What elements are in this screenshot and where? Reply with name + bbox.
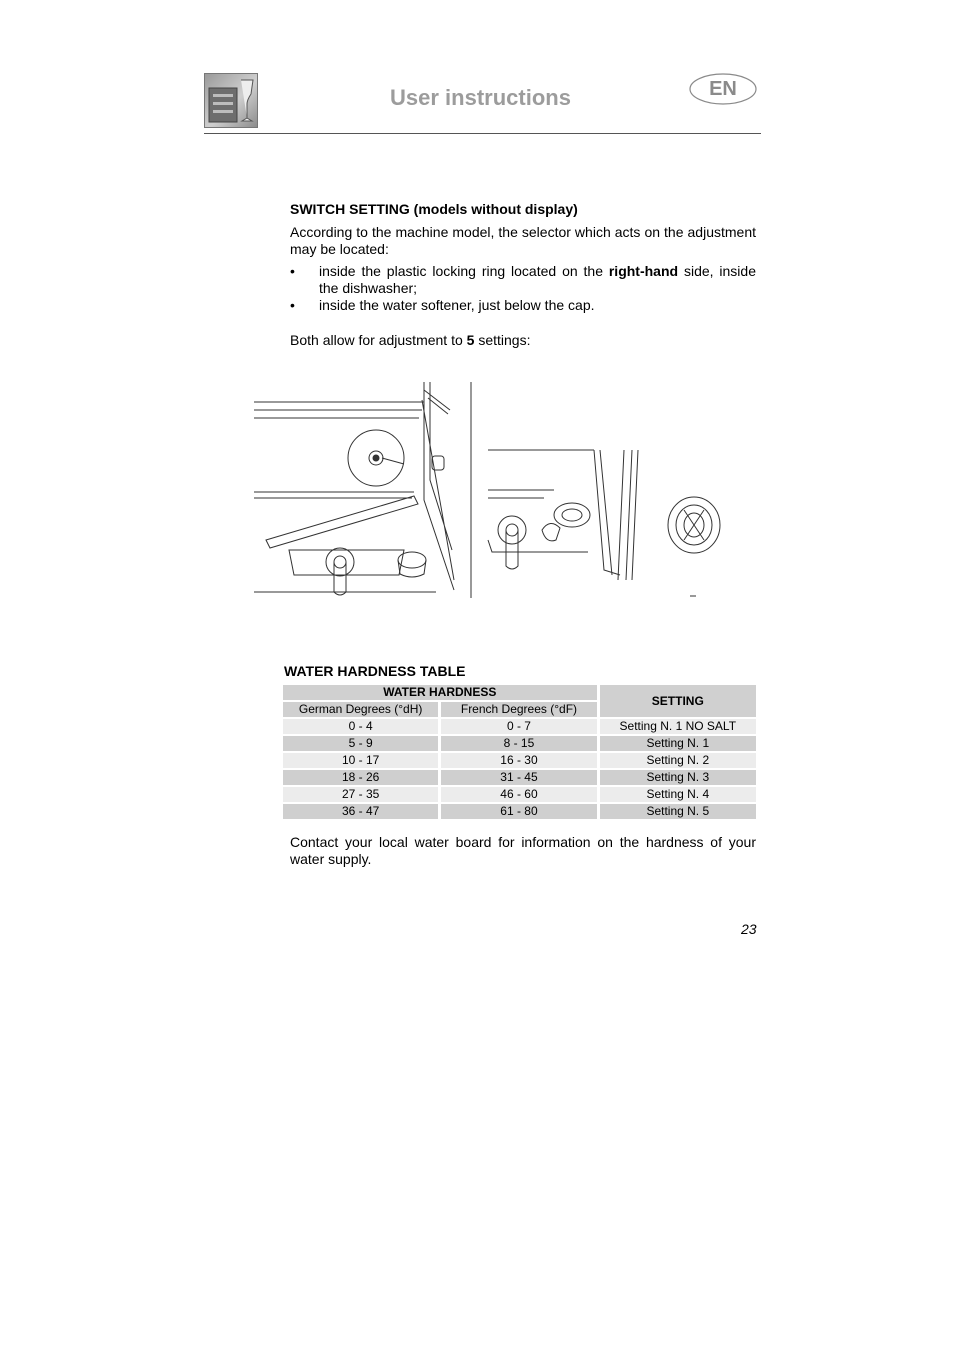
- setting-cell: Setting N. 1 NO SALT: [600, 719, 756, 734]
- german-degrees-header: German Degrees (°dH): [283, 702, 438, 717]
- location-list: [290, 263, 756, 315]
- french-degrees-header: French Degrees (°dF): [441, 702, 596, 717]
- dishwasher-illustration: [254, 380, 724, 600]
- list-item-text: inside the plastic locking ring located on the: [319, 263, 609, 279]
- table-row: [283, 719, 756, 734]
- table-title: WATER HARDNESS TABLE: [284, 663, 466, 679]
- water-hardness-table: [280, 683, 759, 821]
- water-softener-drawing: [488, 450, 638, 580]
- setting-cell: Setting N. 5: [600, 804, 756, 819]
- paragraph-text: Both allow for adjustment to: [290, 332, 467, 348]
- german-cell: 18 - 26: [283, 770, 438, 785]
- german-cell: 5 - 9: [283, 736, 438, 751]
- french-cell: 8 - 15: [441, 736, 596, 751]
- german-cell: 36 - 47: [283, 804, 438, 819]
- contact-paragraph: Contact your local water board for information on the hardness of your water supply.: [290, 834, 756, 867]
- french-cell: 16 - 30: [441, 753, 596, 768]
- setting-cell: Setting N. 1: [600, 736, 756, 751]
- page-number: 23: [741, 921, 757, 937]
- list-item: [290, 263, 756, 296]
- list-item-emphasis: right-hand: [608, 263, 679, 279]
- water-hardness-header: WATER HARDNESS: [283, 685, 597, 700]
- softener-cap-detail-drawing: [668, 497, 720, 596]
- bullet-icon: •: [290, 263, 295, 279]
- list-item-text: inside the water softener, just below the cap.: [319, 297, 595, 313]
- setting-cell: Setting N. 4: [600, 787, 756, 802]
- german-cell: 10 - 17: [283, 753, 438, 768]
- paragraph-text: settings:: [474, 332, 531, 348]
- french-cell: 61 - 80: [441, 804, 596, 819]
- french-cell: 46 - 60: [441, 787, 596, 802]
- section-title: SWITCH SETTING (models without display): [290, 201, 578, 217]
- language-badge: EN: [709, 78, 737, 100]
- page-title: User instructions: [390, 85, 571, 110]
- setting-header: SETTING: [600, 685, 756, 717]
- table-header-row: [283, 685, 756, 700]
- table-row: [283, 770, 756, 785]
- table-row: [283, 804, 756, 819]
- dishwasher-logo-icon: [204, 73, 258, 128]
- dishwasher-interior-drawing: [254, 382, 471, 598]
- french-cell: 31 - 45: [441, 770, 596, 785]
- list-item: [290, 297, 756, 314]
- header-divider: [204, 133, 761, 134]
- table-row: [283, 736, 756, 751]
- intro-paragraph: According to the machine model, the selector which acts on the adjustment may be located:: [290, 224, 756, 257]
- setting-cell: Setting N. 2: [600, 753, 756, 768]
- table-row: [283, 753, 756, 768]
- settings-count: 5: [466, 332, 475, 348]
- settings-count-paragraph: [290, 332, 756, 349]
- german-cell: 0 - 4: [283, 719, 438, 734]
- german-cell: 27 - 35: [283, 787, 438, 802]
- list-item-text: side, inside the dishwasher;: [319, 263, 756, 296]
- bullet-icon: •: [290, 297, 295, 313]
- table-row: [283, 787, 756, 802]
- french-cell: 0 - 7: [441, 719, 596, 734]
- setting-cell: Setting N. 3: [600, 770, 756, 785]
